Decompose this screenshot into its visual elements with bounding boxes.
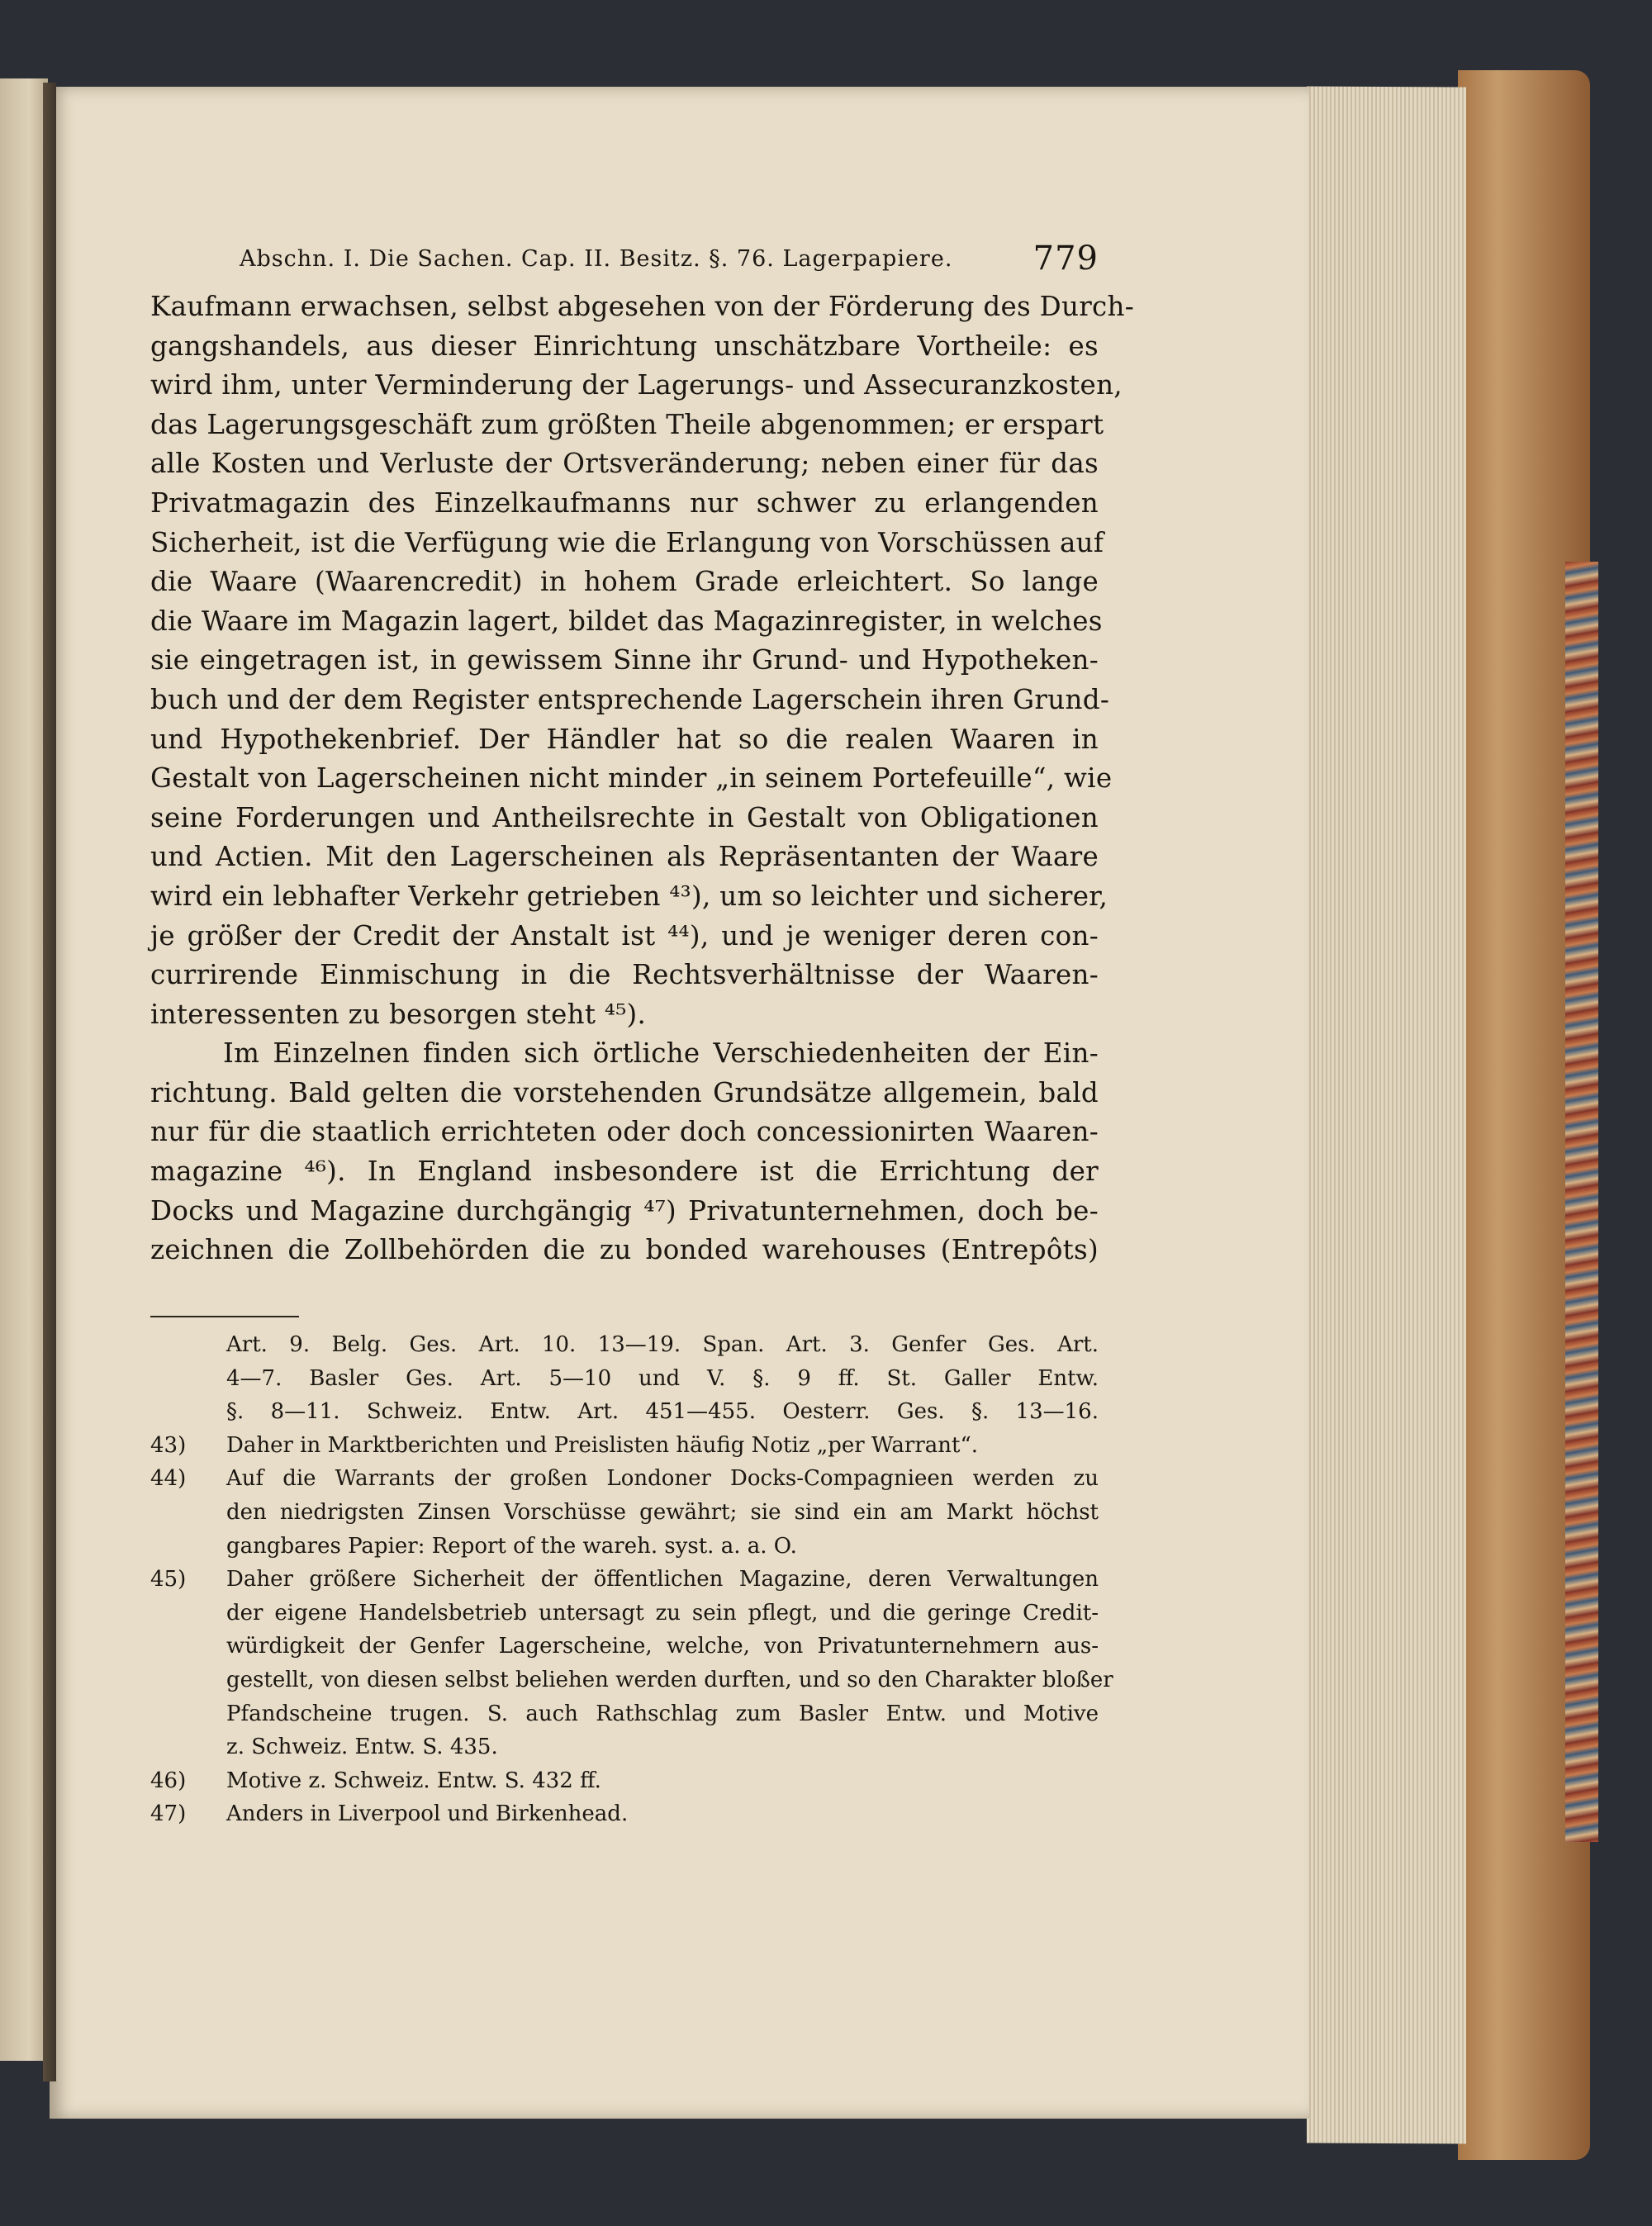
text-line: wird ein lebhafter Verkehr getrieben ⁴³), um so leichter und sicherer, — [150, 880, 1108, 912]
footnote-number: 45) — [150, 1567, 187, 1592]
text-line: Docks und Magazine durchgängig ⁴⁷) Privatunternehmen, doch be- — [150, 1194, 1099, 1227]
text-line: nur für die staatlich errichteten oder doch concessionirten Waaren- — [150, 1116, 1099, 1148]
footnote-line — [150, 1563, 1099, 1597]
footnote-line: gangbares Papier: Report of the wareh. syst. a. a. O. — [226, 1533, 797, 1559]
footnote-line — [150, 1429, 1099, 1463]
text-line: und Actien. Mit den Lagerscheinen als Repräsentanten der Waare — [150, 841, 1099, 873]
footnote-text: Auf die Warrants der großen Londoner Docks-Compagnieen werden zu — [226, 1466, 1099, 1492]
text-line: alle Kosten und Verluste der Ortsveränderung; neben einer für das — [150, 448, 1099, 480]
book-gutter — [43, 83, 56, 2081]
body-text — [150, 287, 1135, 1270]
footnote-rule — [150, 1316, 299, 1317]
text-line: seine Forderungen und Antheilsrechte in Gestalt von Obligationen — [150, 801, 1099, 833]
text-line: Im Einzelnen finden sich örtliche Verschiedenheiten der Ein- — [223, 1037, 1099, 1070]
footnote-line — [150, 1797, 1099, 1831]
text-line: das Lagerungsgeschäft zum größten Theile abgenommen; er erspart — [150, 408, 1104, 440]
text-line: currirende Einmischung in die Rechtsverhältnisse der Waaren- — [150, 959, 1099, 991]
footnote-line — [150, 1462, 1099, 1496]
footnote-line — [150, 1764, 1099, 1798]
footnote-text: Motive z. Schweiz. Entw. S. 432 ff. — [226, 1768, 601, 1793]
footnote-line: z. Schweiz. Entw. S. 435. — [226, 1735, 498, 1760]
text-line: Sicherheit, ist die Verfügung wie die Erlangung von Vorschüssen auf — [150, 526, 1104, 558]
text-line: gangshandels, aus dieser Einrichtung unschätzbare Vortheile: es — [150, 330, 1099, 362]
footnote-line: 4—7. Basler Ges. Art. 5—10 und V. §. 9 ff. St. Galler Entw. — [226, 1365, 1099, 1391]
footnote-number: 47) — [150, 1801, 187, 1827]
page-edges — [1307, 86, 1466, 2143]
footnote-line: Art. 9. Belg. Ges. Art. 10. 13—19. Span. Art. 3. Genfer Ges. Art. — [226, 1332, 1099, 1357]
text-line: buch und der dem Register entsprechende Lagerschein ihren Grund- — [150, 683, 1110, 715]
footnote-line: würdigkeit der Genfer Lagerscheine, welche, von Privatunternehmern aus- — [226, 1634, 1099, 1659]
footnote-text: Daher in Marktberichten und Preislisten häufig Notiz „per Warrant“. — [226, 1432, 978, 1458]
footnote-number: 46) — [150, 1768, 187, 1793]
footnote-number: 44) — [150, 1466, 187, 1492]
footnote-line: der eigene Handelsbetrieb untersagt zu sein pflegt, und die geringe Credit- — [226, 1600, 1099, 1626]
text-line: wird ihm, unter Verminderung der Lagerungs- und Assecuranzkosten, — [150, 369, 1123, 401]
footnote-line: Pfandscheine trugen. S. auch Rathschlag zum Basler Entw. und Motive — [226, 1701, 1099, 1726]
text-line: Kaufmann erwachsen, selbst abgesehen von der Förderung des Durch- — [150, 291, 1135, 322]
text-line: richtung. Bald gelten die vorstehenden Grundsätze allgemein, bald — [150, 1076, 1099, 1108]
text-line: interessenten zu besorgen steht ⁴⁵). — [150, 998, 647, 1030]
footnote-text: Anders in Liverpool und Birkenhead. — [226, 1801, 629, 1827]
text-line: magazine ⁴⁶). In England insbesondere ist die Errichtung der — [150, 1156, 1099, 1188]
text-line: und Hypothekenbrief. Der Händler hat so die realen Waaren in — [150, 723, 1099, 755]
running-head — [150, 240, 1099, 281]
left-page-edge — [0, 78, 48, 2061]
footnote-line: den niedrigsten Zinsen Vorschüsse gewährt; sie sind ein am Markt höchst — [226, 1499, 1099, 1525]
text-line: die Waare (Waarencredit) in hohem Grade erleichtert. So lange — [150, 566, 1099, 598]
running-head-title: Abschn. I. Die Sachen. Cap. II. Besitz. §. 76. Lagerpapiere. — [240, 246, 953, 272]
marbled-edge — [1565, 562, 1598, 1842]
text-line: zeichnen die Zollbehörden die zu bonded warehouses (Entrepôts) — [150, 1234, 1099, 1266]
text-line: je größer der Credit der Anstalt ist ⁴⁴), und je weniger deren con- — [150, 919, 1099, 952]
footnote-line: §. 8—11. Schweiz. Entw. Art. 451—455. Oesterr. Ges. §. 13—16. — [226, 1399, 1099, 1425]
text-line: Privatmagazin des Einzelkaufmanns nur schwer zu erlangenden — [150, 486, 1099, 519]
text-line: Gestalt von Lagerscheinen nicht minder „in seinem Portefeuille“, wie — [150, 762, 1113, 795]
footnotes — [150, 1328, 1113, 1831]
page-number: 779 — [1032, 240, 1099, 278]
footnote-text: Daher größere Sicherheit der öffentlichen Magazine, deren Verwaltungen — [226, 1567, 1099, 1592]
text-line: sie eingetragen ist, in gewissem Sinne ihr Grund- und Hypotheken- — [150, 644, 1099, 676]
text-line: die Waare im Magazin lagert, bildet das Magazinregister, in welches — [150, 605, 1103, 637]
footnote-number: 43) — [150, 1432, 187, 1458]
footnote-line: gestellt, von diesen selbst beliehen werden durften, und so den Charakter bloßer — [226, 1667, 1113, 1692]
